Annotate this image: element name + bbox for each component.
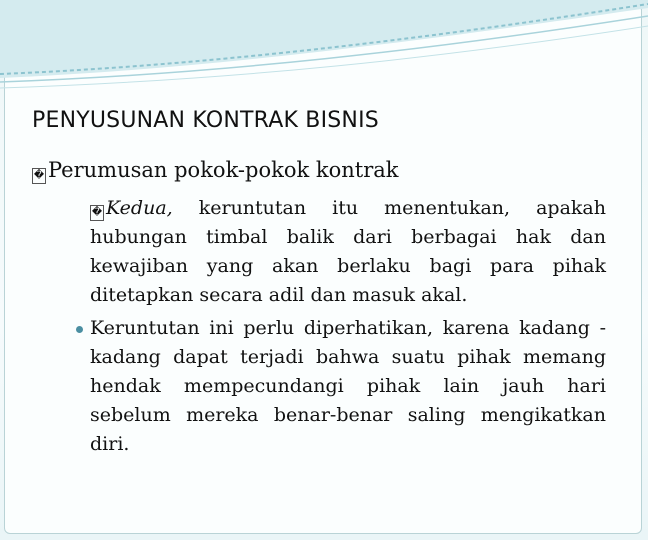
sub-point-1 [74, 194, 606, 310]
sub-point-1-text: keruntutan itu menentukan, apakah hubungan timbal balik dari berbagai hak dan kewajiban yang akan berlaku bagi para pihak ditetapkan secara adil dan masuk akal. [90, 197, 606, 306]
bullet-dot-icon [76, 326, 83, 333]
main-bullet [32, 158, 399, 183]
sub-point-1-lead: Kedua, [106, 197, 173, 219]
slide-title: PENYUSUNAN KONTRAK BISNIS [32, 108, 379, 133]
sub-point-1-body [74, 194, 606, 310]
sub-point-2 [74, 314, 606, 459]
sub-bullet-marker-glyph: � [90, 205, 104, 221]
sub-point-2-text: Keruntutan ini perlu diperhatikan, karena kadang -kadang dapat terjadi bahwa suatu pihak memang hendak mempecundangi pihak lain jauh hari sebelum mereka benar-benar saling mengikatkan diri. [90, 317, 606, 455]
main-bullet-text: Perumusan pokok-pokok kontrak [48, 158, 399, 182]
header-wave-decoration [0, 0, 648, 90]
bullet-marker-glyph: � [32, 168, 46, 184]
